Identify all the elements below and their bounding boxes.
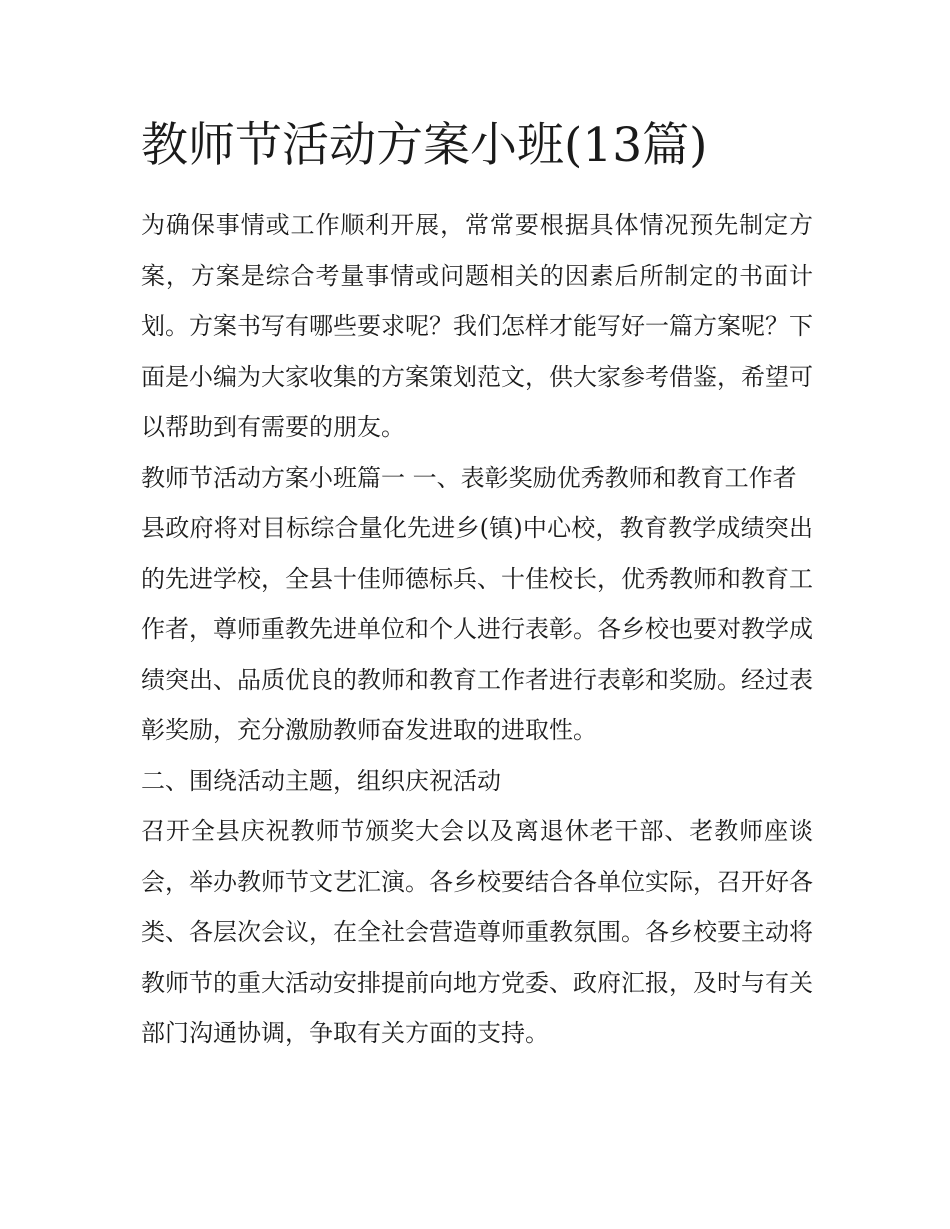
document-title: 教师节活动方案小班(13篇): [141, 118, 708, 173]
document-body: [141, 114, 813, 1059]
section-two-body: 召开全县庆祝教师节颁奖大会以及离退休老干部、老教师座谈会，举办教师节文艺汇演。各乡校要结合各单位实际，召开好各类、各层次会议，在全社会营造尊师重教氛围。各乡校要主动将教师节的重大活动安排提前向地方党委、政府汇报，及时与有关部门沟通协调，争取有关方面的支持。: [141, 817, 813, 1047]
section-one-body: 县政府将对目标综合量化先进乡(镇)中心校，教育教学成绩突出的先进学校，全县十佳师德标兵、十佳校长，优秀教师和教育工作者，尊师重教先进单位和个人进行表彰。各乡校也要对教学成绩突出、品质优良的教师和教育工作者进行表彰和奖励。经过表彰奖励，充分激励教师奋发进取的进取性。: [141, 514, 813, 744]
section-two-heading: 二、围绕活动主题，组织庆祝活动: [141, 766, 501, 795]
section-one-heading: 教师节活动方案小班篇一 一、表彰奖励优秀教师和教育工作者: [141, 463, 797, 492]
intro-paragraph: 为确保事情或工作顺利开展，常常要根据具体情况预先制定方案，方案是综合考量事情或问题相关的因素后所制定的书面计划。方案书写有哪些要求呢？我们怎样才能写好一篇方案呢？下面是小编为大家收集的方案策划范文，供大家参考借鉴，希望可以帮助到有需要的朋友。: [141, 211, 813, 441]
